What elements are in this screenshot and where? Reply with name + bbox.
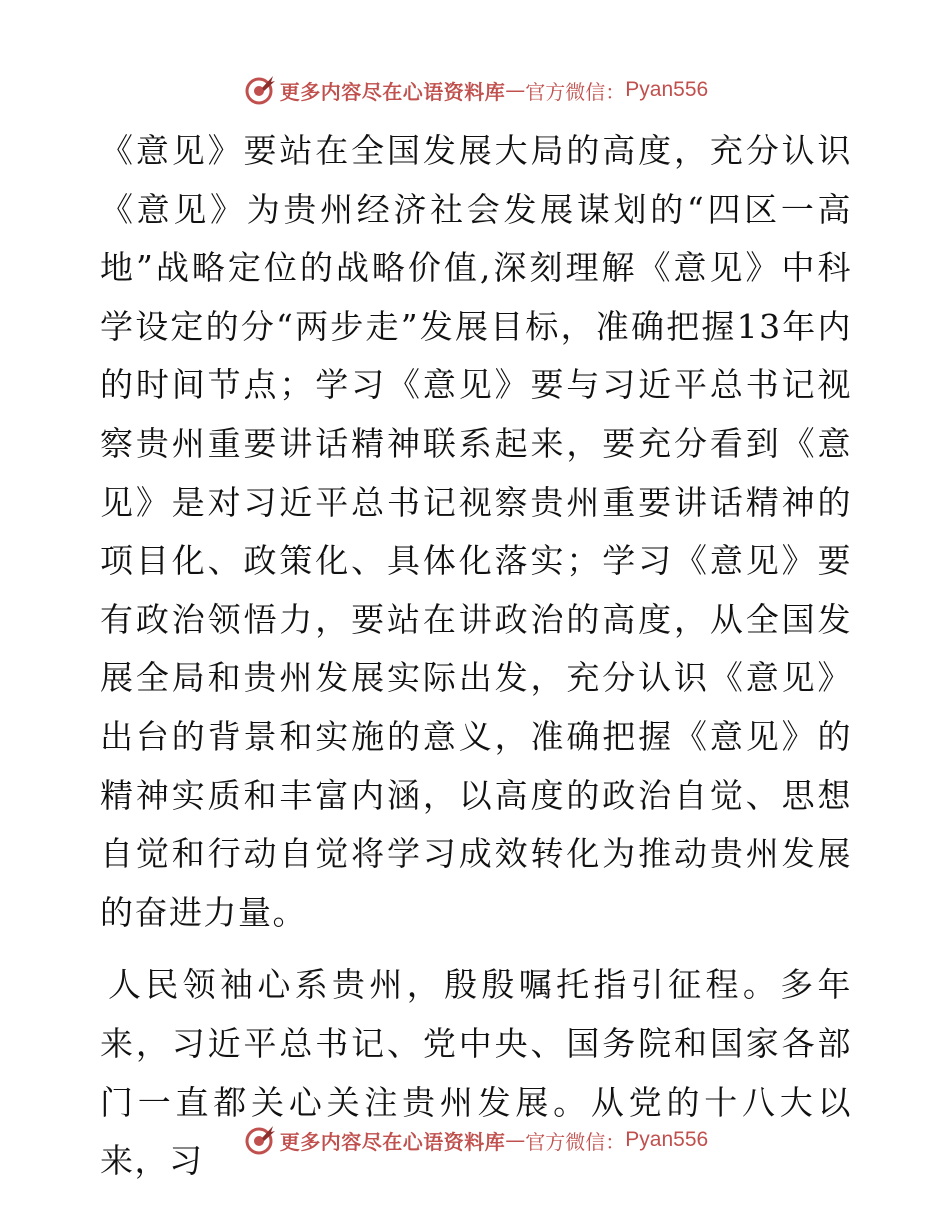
wechat-label: 官方微信： [525,79,626,104]
separator: — [505,78,526,102]
wechat-label: 官方微信： [525,1129,626,1154]
wechat-id: Pyan556 [625,78,709,101]
header-watermark-banner [0,70,950,110]
separator: — [505,1128,526,1152]
brand-text: 更多内容尽在心语资料库 [279,1129,506,1154]
paragraph-1: 《意见》要站在全国发展大局的高度，充分认识《意见》为贵州经济社会发展谋划的“四区一高地”战略定位的战略价值,深刻理解《意见》中科学设定的分“两步走”发展目标，准确把握13年内的时间节点；学习《意见》要与习近平总书记视察贵州重要讲话精神联系起来，要充分看到《意见》是对习近平总书记视察贵州重要讲话精神的项目化、政策化、具体化落实；学习《意见》要有政治领悟力，要站在讲政治的高度，从全国发展全局和贵州发展实际出发，充分认识《意见》出台的背景和实施的意义，准确把握《意见》的精神实质和丰富内涵，以高度的政治自觉、思想自觉和行动自觉将学习成效转化为推动贵州发展的奋进力量。 [100,131,852,932]
brand-text: 更多内容尽在心语资料库 [279,79,506,104]
footer-watermark-banner [0,1120,950,1160]
document-body [100,122,852,1191]
quill-logo-icon [242,73,276,107]
paragraph-2: 人民领袖心系贵州，殷殷嘱托指引征程。多年来，习近平总书记、党中央、国务院和国家各部门一直都关心关注贵州发展。从党的十八大以来，习 [100,965,852,1181]
wechat-id: Pyan556 [625,1128,709,1151]
quill-logo-icon [242,1123,276,1157]
